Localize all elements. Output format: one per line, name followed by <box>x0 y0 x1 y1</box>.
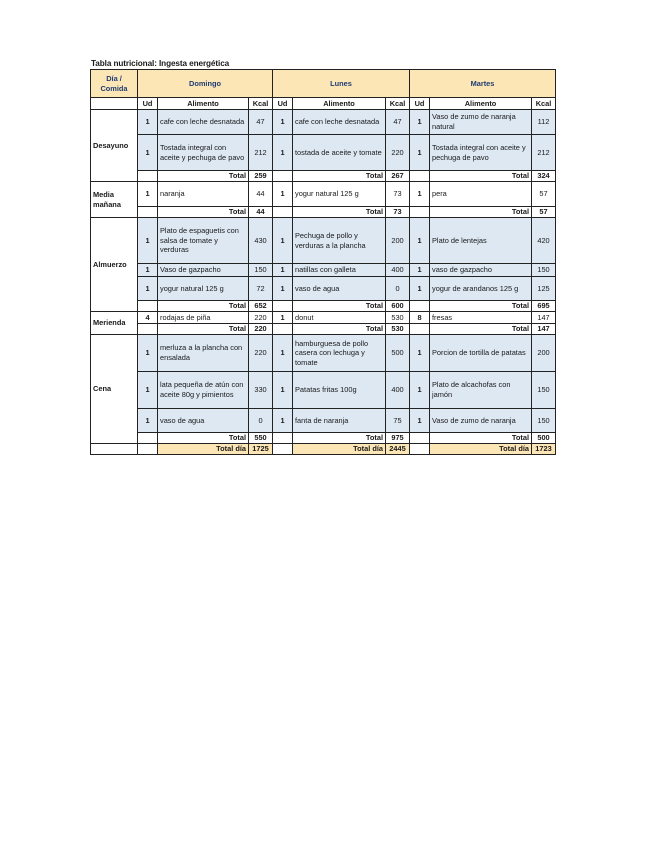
food-cell: Vaso de zumo de naranja natural <box>430 110 532 135</box>
total-row <box>91 301 556 312</box>
food-cell: Patatas fritas 100g <box>293 372 386 409</box>
ud-cell: 1 <box>410 264 430 277</box>
food-cell: vaso de gazpacho <box>430 264 532 277</box>
ud-cell: 1 <box>273 277 293 301</box>
ud-cell: 1 <box>273 182 293 207</box>
food-cell: cafe con leche desnatada <box>293 110 386 135</box>
ud-cell: 1 <box>138 372 158 409</box>
day-total-label: Total día <box>293 444 386 455</box>
subheader-alimento: Alimento <box>158 98 249 110</box>
table-row <box>91 264 556 277</box>
total-value: 500 <box>532 433 556 444</box>
ud-cell: 1 <box>410 409 430 433</box>
kcal-cell: 125 <box>532 277 556 301</box>
ud-cell: 1 <box>273 372 293 409</box>
subheader-ud: Ud <box>273 98 293 110</box>
ud-cell: 1 <box>410 218 430 264</box>
meal-media-manana: Media mañana <box>91 182 138 218</box>
food-cell: cafe con leche desnatada <box>158 110 249 135</box>
table-row <box>91 312 556 324</box>
food-cell: Vaso de zumo de naranja <box>430 409 532 433</box>
total-value: 550 <box>249 433 273 444</box>
total-value: 259 <box>249 171 273 182</box>
total-value: 324 <box>532 171 556 182</box>
day-total-value: 1723 <box>532 444 556 455</box>
food-cell: rodajas de piña <box>158 312 249 324</box>
total-value: 220 <box>249 324 273 335</box>
day-total-row <box>91 444 556 455</box>
ud-cell: 1 <box>138 135 158 171</box>
kcal-cell: 420 <box>532 218 556 264</box>
table-row <box>91 335 556 372</box>
kcal-cell: 75 <box>386 409 410 433</box>
ud-cell: 1 <box>273 335 293 372</box>
ud-cell: 1 <box>273 135 293 171</box>
food-cell: tostada de aceite y tomate <box>293 135 386 171</box>
food-cell: Pechuga de pollo y verduras a la plancha <box>293 218 386 264</box>
ud-cell: 4 <box>138 312 158 324</box>
header-domingo: Domingo <box>138 70 273 98</box>
kcal-cell: 150 <box>249 264 273 277</box>
subheader-kcal: Kcal <box>249 98 273 110</box>
ud-cell: 1 <box>410 135 430 171</box>
total-label: Total <box>158 171 249 182</box>
total-label: Total <box>430 301 532 312</box>
kcal-cell: 0 <box>249 409 273 433</box>
ud-cell: 1 <box>138 409 158 433</box>
kcal-cell: 212 <box>249 135 273 171</box>
kcal-cell: 112 <box>532 110 556 135</box>
kcal-cell: 72 <box>249 277 273 301</box>
kcal-cell: 200 <box>532 335 556 372</box>
total-value: 975 <box>386 433 410 444</box>
table-row <box>91 110 556 135</box>
ud-cell: 1 <box>138 264 158 277</box>
total-value: 73 <box>386 207 410 218</box>
day-total-value: 2445 <box>386 444 410 455</box>
food-cell: vaso de agua <box>293 277 386 301</box>
food-cell: merluza a la plancha con ensalada <box>158 335 249 372</box>
food-cell: Plato de lentejas <box>430 218 532 264</box>
table-row <box>91 135 556 171</box>
header-dia-comida: Día / Comida <box>91 70 138 98</box>
day-total-label: Total día <box>430 444 532 455</box>
subheader-alimento: Alimento <box>293 98 386 110</box>
meal-cena: Cena <box>91 335 138 444</box>
meal-almuerzo: Almuerzo <box>91 218 138 312</box>
kcal-cell: 220 <box>249 312 273 324</box>
total-value: 652 <box>249 301 273 312</box>
subheader-ud: Ud <box>410 98 430 110</box>
ud-cell: 8 <box>410 312 430 324</box>
table-row <box>91 277 556 301</box>
kcal-cell: 212 <box>532 135 556 171</box>
table-body <box>91 70 556 455</box>
total-row <box>91 171 556 182</box>
kcal-cell: 200 <box>386 218 410 264</box>
ud-cell: 1 <box>138 218 158 264</box>
ud-cell: 1 <box>410 277 430 301</box>
kcal-cell: 400 <box>386 264 410 277</box>
meal-merienda: Merienda <box>91 312 138 335</box>
nutrition-table <box>90 69 556 455</box>
food-cell: natillas con galleta <box>293 264 386 277</box>
total-value: 600 <box>386 301 410 312</box>
total-label: Total <box>430 171 532 182</box>
kcal-cell: 47 <box>249 110 273 135</box>
food-cell: Plato de alcachofas con jamón <box>430 372 532 409</box>
food-cell: yogur natural 125 g <box>158 277 249 301</box>
food-cell: yogur natural 125 g <box>293 182 386 207</box>
total-value: 44 <box>249 207 273 218</box>
food-cell: yogur de arandanos 125 g <box>430 277 532 301</box>
total-row <box>91 207 556 218</box>
table-row <box>91 182 556 207</box>
kcal-cell: 220 <box>386 135 410 171</box>
kcal-cell: 400 <box>386 372 410 409</box>
subheader-kcal: Kcal <box>532 98 556 110</box>
table-row <box>91 372 556 409</box>
ud-cell: 1 <box>410 335 430 372</box>
kcal-cell: 150 <box>532 409 556 433</box>
table-row <box>91 409 556 433</box>
food-cell: Tostada integral con aceite y pechuga de pavo <box>430 135 532 171</box>
meal-desayuno: Desayuno <box>91 110 138 182</box>
subheader-kcal: Kcal <box>386 98 410 110</box>
day-total-value: 1725 <box>249 444 273 455</box>
food-cell: Plato de espaguetis con salsa de tomate y verduras <box>158 218 249 264</box>
total-row <box>91 324 556 335</box>
subheader-alimento: Alimento <box>430 98 532 110</box>
total-label: Total <box>158 207 249 218</box>
total-label: Total <box>293 301 386 312</box>
food-cell: pera <box>430 182 532 207</box>
subheader-ud: Ud <box>138 98 158 110</box>
total-value: 530 <box>386 324 410 335</box>
kcal-cell: 500 <box>386 335 410 372</box>
table-caption: Tabla nutricional: Ingesta energética <box>91 59 230 68</box>
total-label: Total <box>158 324 249 335</box>
ud-cell: 1 <box>138 277 158 301</box>
food-cell: donut <box>293 312 386 324</box>
header-martes: Martes <box>410 70 556 98</box>
kcal-cell: 47 <box>386 110 410 135</box>
kcal-cell: 147 <box>532 312 556 324</box>
kcal-cell: 220 <box>249 335 273 372</box>
total-row <box>91 433 556 444</box>
ud-cell: 1 <box>273 312 293 324</box>
total-value: 57 <box>532 207 556 218</box>
kcal-cell: 430 <box>249 218 273 264</box>
total-value: 147 <box>532 324 556 335</box>
total-label: Total <box>158 433 249 444</box>
kcal-cell: 150 <box>532 264 556 277</box>
ud-cell: 1 <box>273 218 293 264</box>
total-value: 267 <box>386 171 410 182</box>
kcal-cell: 44 <box>249 182 273 207</box>
ud-cell: 1 <box>138 110 158 135</box>
total-label: Total <box>293 207 386 218</box>
header-lunes: Lunes <box>273 70 410 98</box>
total-label: Total <box>430 324 532 335</box>
total-label: Total <box>293 171 386 182</box>
food-cell: Vaso de gazpacho <box>158 264 249 277</box>
ud-cell: 1 <box>138 182 158 207</box>
kcal-cell: 57 <box>532 182 556 207</box>
subheader-blank <box>91 98 138 110</box>
total-label: Total <box>158 301 249 312</box>
table-row <box>91 218 556 264</box>
food-cell: hamburguesa de pollo casera con lechuga y tomate <box>293 335 386 372</box>
ud-cell: 1 <box>273 264 293 277</box>
food-cell: fanta de naranja <box>293 409 386 433</box>
food-cell: lata pequeña de atún con aceite 80g y pimientos <box>158 372 249 409</box>
total-label: Total <box>293 324 386 335</box>
ud-cell: 1 <box>410 372 430 409</box>
food-cell: Tostada integral con aceite y pechuga de pavo <box>158 135 249 171</box>
food-cell: Porcion de tortilla de patatas <box>430 335 532 372</box>
food-cell: vaso de agua <box>158 409 249 433</box>
kcal-cell: 73 <box>386 182 410 207</box>
food-cell: fresas <box>430 312 532 324</box>
total-label: Total <box>430 433 532 444</box>
ud-cell: 1 <box>273 409 293 433</box>
kcal-cell: 150 <box>532 372 556 409</box>
ud-cell: 1 <box>410 182 430 207</box>
food-cell: naranja <box>158 182 249 207</box>
total-value: 695 <box>532 301 556 312</box>
ud-cell: 1 <box>410 110 430 135</box>
total-label: Total <box>430 207 532 218</box>
day-total-label: Total día <box>158 444 249 455</box>
kcal-cell: 330 <box>249 372 273 409</box>
kcal-cell: 0 <box>386 277 410 301</box>
total-label: Total <box>293 433 386 444</box>
ud-cell: 1 <box>138 335 158 372</box>
kcal-cell: 530 <box>386 312 410 324</box>
ud-cell: 1 <box>273 110 293 135</box>
